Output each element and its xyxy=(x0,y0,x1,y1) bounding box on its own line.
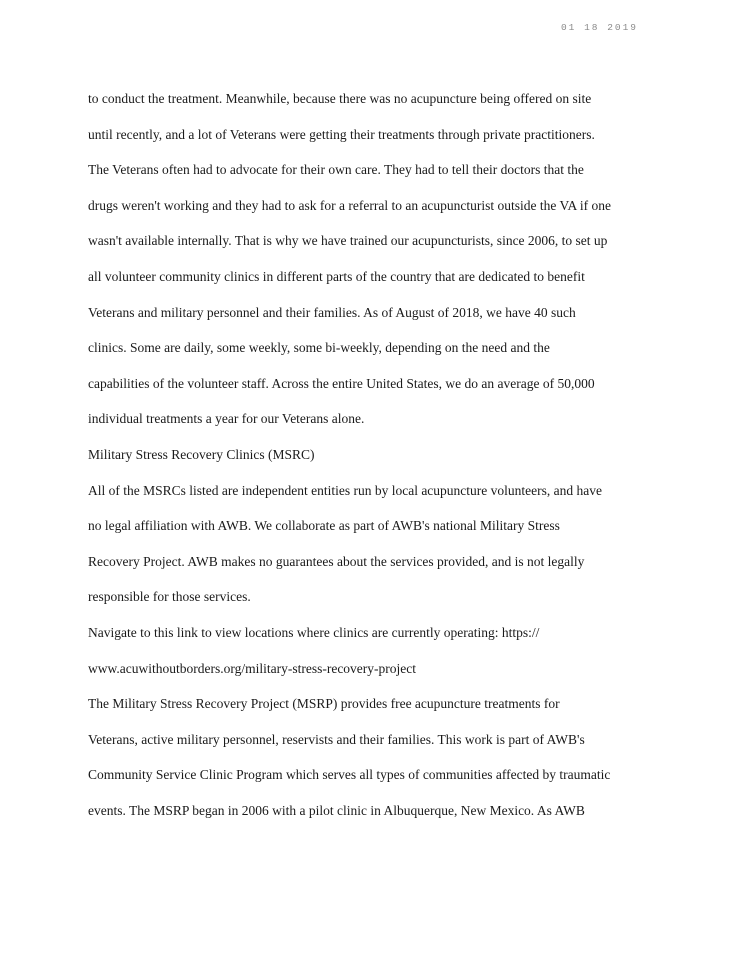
text-line: to conduct the treatment. Meanwhile, because there was no acupuncture being offered on site xyxy=(88,91,592,106)
text-line: Community Service Clinic Program which serves all types of communities affected by traumatic xyxy=(88,767,611,783)
text-line: events. The MSRP began in 2006 with a pilot clinic in Albuquerque, New Mexico. As AWB xyxy=(88,802,585,818)
text-line: all volunteer community clinics in different parts of the country that are dedicated to benefit xyxy=(88,268,585,284)
text-line: until recently, and a lot of Veterans were getting their treatments through private practitioners. xyxy=(88,126,595,142)
text-line: clinics. Some are daily, some weekly, some bi-weekly, depending on the need and the xyxy=(88,340,550,356)
text-line: The Military Stress Recovery Project (MSRP) provides free acupuncture treatments for xyxy=(88,696,560,712)
link-text: www.acuwithoutborders.org/military-stress-recovery-project xyxy=(88,660,417,676)
text-line: responsible for those services. xyxy=(88,589,251,605)
text-line: Recovery Project. AWB makes no guarantees about the services provided, and is not legally xyxy=(88,553,585,569)
text-line: no legal affiliation with AWB. We collaborate as part of AWB's national Military Stress xyxy=(88,518,560,534)
section-heading: Military Stress Recovery Clinics (MSRC) xyxy=(88,446,315,462)
text-line: capabilities of the volunteer staff. Across the entire United States, we do an average of 50,000 xyxy=(88,375,595,391)
document-body xyxy=(88,84,678,831)
text-line: The Veterans often had to advocate for their own care. They had to tell their doctors that the xyxy=(88,162,584,178)
page-number: 01 18 2019 xyxy=(560,22,638,33)
text-line: wasn't available internally. That is why we have trained our acupuncturists, since 2006, to set up xyxy=(88,233,608,249)
text-line: drugs weren't working and they had to ask for a referral to an acupuncturist outside the VA if one xyxy=(88,197,612,213)
text-line: individual treatments a year for our Veterans alone. xyxy=(88,411,365,427)
text-line: Veterans, active military personnel, reservists and their families. This work is part of AWB's xyxy=(88,731,585,747)
text-line: All of the MSRCs listed are independent entities run by local acupuncture volunteers, and have xyxy=(88,482,602,498)
text-line: Veterans and military personnel and their families. As of August of 2018, we have 40 such xyxy=(88,304,576,320)
text-line: Navigate to this link to view locations where clinics are currently operating: https:// xyxy=(88,624,540,640)
